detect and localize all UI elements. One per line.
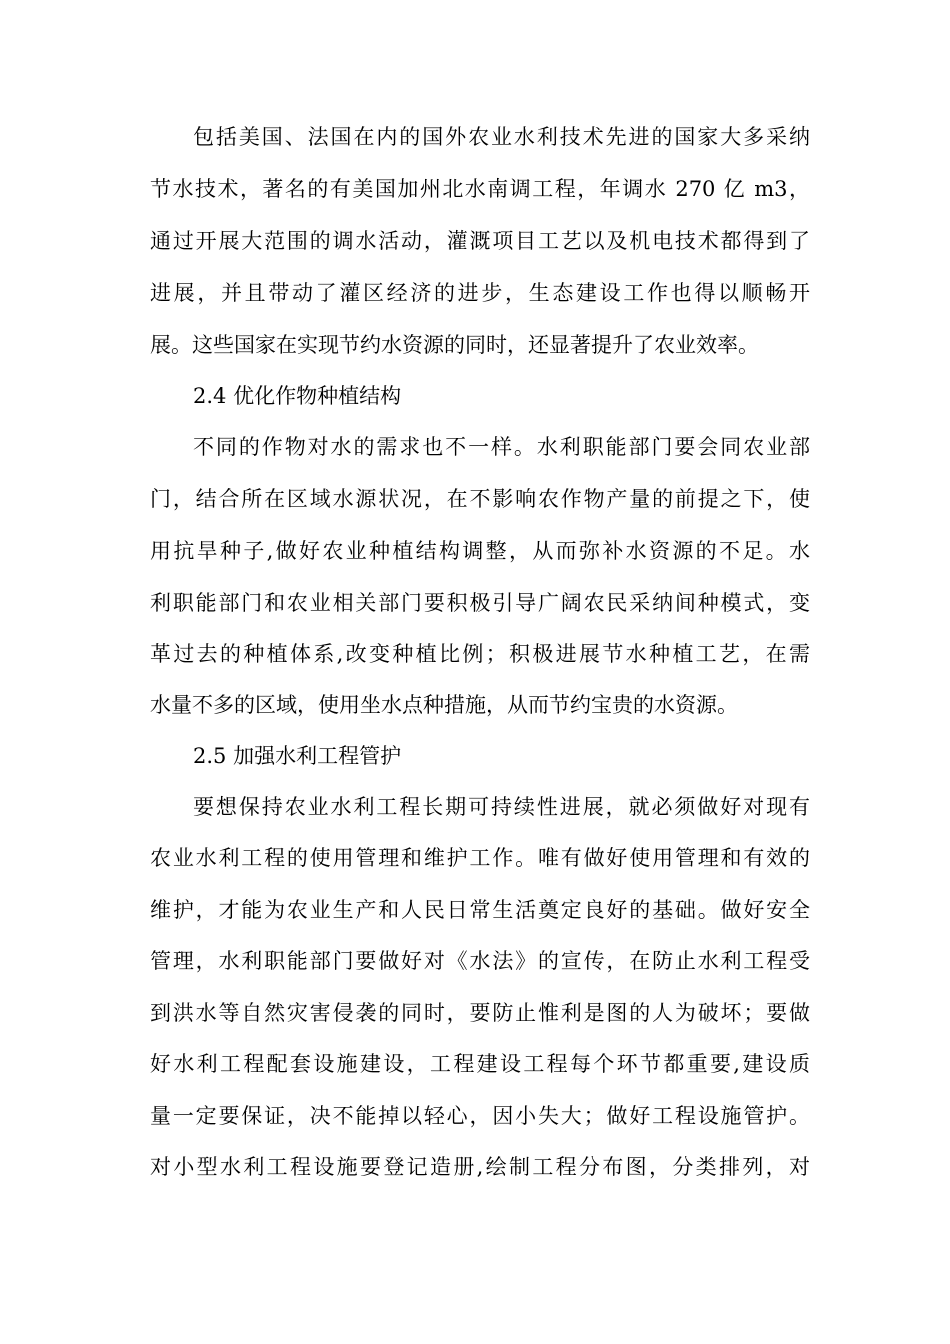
paragraph-2-line-6: 水量不多的区域，使用坐水点种措施，从而节约宝贵的水资源。 (150, 693, 738, 717)
paragraph-3-line-2: 农业水利工程的使用管理和维护工作。唯有做好使用管理和有效的 (150, 846, 810, 870)
paragraph-3-line-8: 对小型水利工程设施要登记造册,绘制工程分布图，分类排列，对 (150, 1155, 810, 1179)
paragraph-3-line-7: 量一定要保证，决不能掉以轻心，因小失大；做好工程设施管护。 (150, 1104, 810, 1128)
paragraph-3-line-4: 管理，水利职能部门要做好对《水法》的宣传，在防止水利工程受 (150, 949, 810, 973)
section-heading-2-5: 2.5 加强水利工程管护 (193, 744, 402, 768)
paragraph-1-line-2: 节水技术，著名的有美国加州北水南调工程，年调水 270 亿 m3， (150, 177, 810, 201)
paragraph-1-line-5: 展。这些国家在实现节约水资源的同时，还显著提升了农业效率。 (150, 333, 759, 357)
paragraph-1-line-3: 通过开展大范围的调水活动，灌溉项目工艺以及机电技术都得到了 (150, 229, 810, 253)
paragraph-1-line-4: 进展，并且带动了灌区经济的进步，生态建设工作也得以顺畅开 (150, 281, 810, 305)
paragraph-3-line-5: 到洪水等自然灾害侵袭的同时，要防止惟利是图的人为破坏；要做 (150, 1001, 810, 1025)
paragraph-3-line-1: 要想保持农业水利工程长期可持续性进展，就必须做好对现有 (193, 795, 810, 819)
paragraph-2-line-4: 利职能部门和农业相关部门要积极引导广阔农民采纳间种模式，变 (150, 591, 810, 615)
paragraph-2-line-1: 不同的作物对水的需求也不一样。水利职能部门要会同农业部 (193, 435, 810, 459)
paragraph-3-line-6: 好水利工程配套设施建设，工程建设工程每个环节都重要,建设质 (150, 1052, 810, 1076)
paragraph-2-line-3: 用抗旱种子,做好农业种植结构调整，从而弥补水资源的不足。水 (150, 539, 810, 563)
section-heading-2-4: 2.4 优化作物种植结构 (193, 384, 402, 408)
paragraph-2-line-2: 门，结合所在区域水源状况，在不影响农作物产量的前提之下，使 (150, 487, 810, 511)
paragraph-2-line-5: 革过去的种植体系,改变种植比例；积极进展节水种植工艺，在需 (150, 642, 810, 666)
paragraph-1-line-1: 包括美国、法国在内的国外农业水利技术先进的国家大多采纳 (193, 125, 810, 149)
paragraph-3-line-3: 维护，才能为农业生产和人民日常生活奠定良好的基础。做好安全 (150, 898, 810, 922)
